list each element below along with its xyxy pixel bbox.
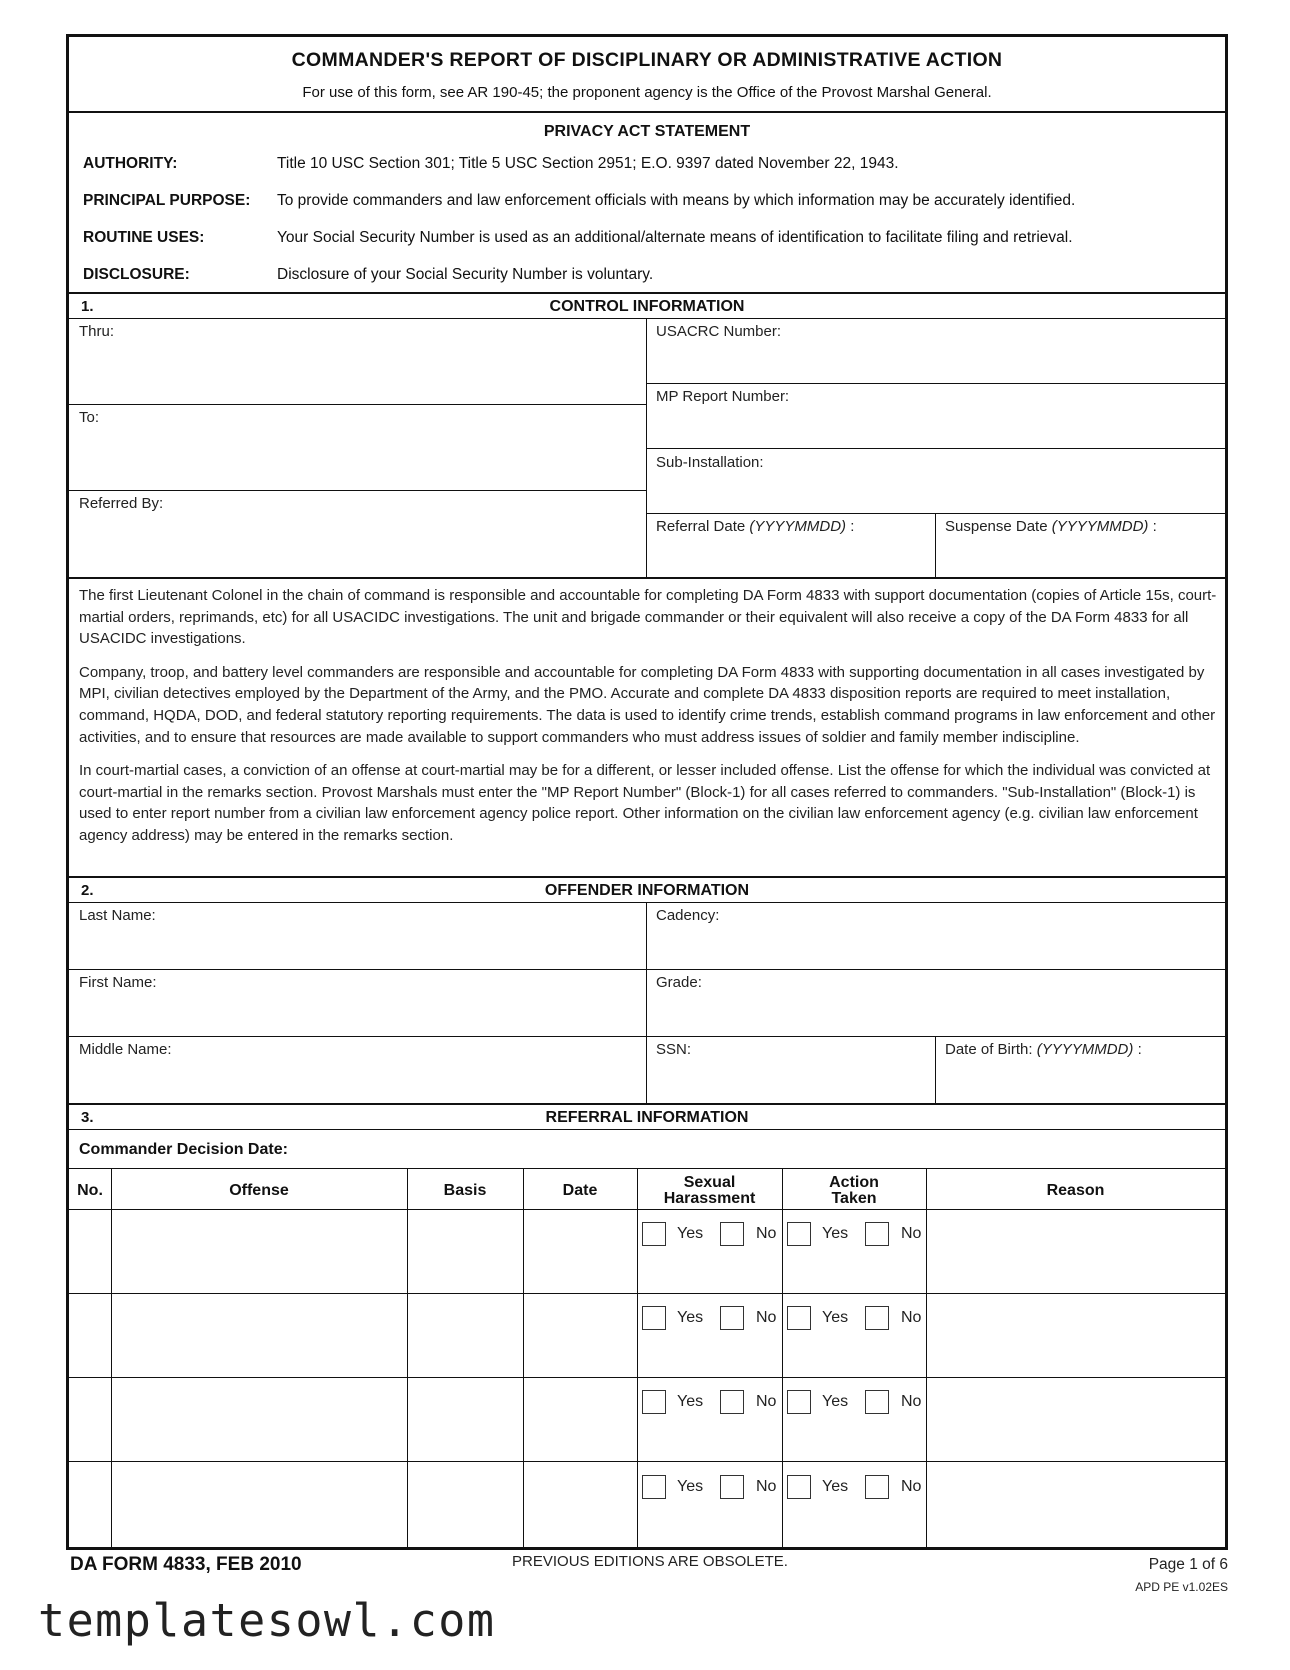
section-2-title: OFFENDER INFORMATION — [544, 882, 750, 899]
usacrc-number-field[interactable]: USACRC Number: — [656, 323, 782, 340]
commander-decision-date-field[interactable]: Commander Decision Date: — [79, 1141, 288, 1158]
section-2-number: 2. — [81, 882, 94, 899]
mp-report-number-field[interactable]: MP Report Number: — [656, 388, 790, 405]
checkbox-label: No — [901, 1309, 922, 1326]
checkbox-label: Yes — [677, 1393, 704, 1410]
sexual-harassment-no-checkbox[interactable] — [720, 1222, 744, 1246]
instruction-paragraph: Company, troop, and battery level commanders are responsible and accountable for completing DA Form 4833 with supporting documentation in all cases investigated by MPI, civilian detectives employed by the Department of the Army, and the PMO. Accurate and complete DA 4833 disposition reports are required to meet installation, command, HQDA, DOD, and federal statutory reporting requirements. The data is used to identify crime trends, establish command programs in law enforcement and other activities, and to ensure that resources are made available to support commanders who must address issues of soldier and family member indiscipline. — [79, 663, 1216, 746]
disclosure-value: Disclosure of your Social Security Number is voluntary. — [277, 266, 654, 283]
action-taken-yes-checkbox[interactable] — [787, 1306, 811, 1330]
divider — [111, 1168, 112, 1547]
divider — [637, 1168, 638, 1547]
divider — [69, 292, 1225, 294]
action-taken-yes-checkbox[interactable] — [787, 1222, 811, 1246]
form-id: DA FORM 4833, FEB 2010 — [70, 1554, 302, 1575]
obsolete-notice: PREVIOUS EDITIONS ARE OBSOLETE. — [512, 1553, 788, 1570]
action-taken-no-checkbox[interactable] — [865, 1222, 889, 1246]
checkbox-label: Yes — [677, 1309, 704, 1326]
col-header-line: Harassment — [663, 1190, 756, 1207]
colon: : — [850, 518, 855, 535]
checkbox-label: No — [756, 1225, 777, 1242]
divider — [646, 383, 1225, 384]
da-form-4833 — [66, 34, 1228, 1550]
checkbox-label: No — [901, 1225, 922, 1242]
divider — [926, 1168, 927, 1547]
date-format-hint: (YYYYMMDD) — [1051, 518, 1149, 535]
divider — [69, 111, 1225, 113]
checkbox-label: No — [901, 1393, 922, 1410]
divider — [69, 318, 1225, 319]
checkbox-label: Yes — [677, 1478, 704, 1495]
divider — [69, 577, 1225, 579]
divider — [69, 876, 1225, 878]
checkbox-label: Yes — [822, 1309, 849, 1326]
col-header-offense: Offense — [229, 1182, 289, 1199]
col-header-basis: Basis — [443, 1182, 487, 1199]
checkbox-label: Yes — [822, 1225, 849, 1242]
form-title: COMMANDER'S REPORT OF DISCIPLINARY OR ADMINISTRATIVE ACTION — [291, 49, 1003, 71]
referral-date-field[interactable] — [656, 518, 854, 535]
divider — [69, 1168, 1225, 1169]
divider — [646, 902, 647, 1103]
instruction-paragraph: The first Lieutenant Colonel in the chain of command is responsible and accountable for completing DA Form 4833 with support documentation (copies of Article 15s, court-martial orders, reprimands, etc) for all USACIDC investigations. The unit and brigade commander or their equivalent will also receive a copy of the DA Form 4833 for all USACIDC investigations. — [79, 587, 1217, 648]
divider — [69, 1377, 1225, 1378]
col-header-no: No. — [77, 1182, 103, 1199]
form-subtitle: For use of this form, see AR 190-45; the proponent agency is the Office of the Provost Marshal General. — [302, 84, 992, 101]
colon: : — [1137, 1041, 1142, 1058]
sexual-harassment-yes-checkbox[interactable] — [642, 1306, 666, 1330]
grade-field[interactable]: Grade: — [656, 974, 702, 991]
action-taken-no-checkbox[interactable] — [865, 1306, 889, 1330]
divider — [69, 1103, 1225, 1105]
apd-version: APD PE v1.02ES — [1135, 1580, 1228, 1594]
first-name-field[interactable]: First Name: — [79, 974, 157, 991]
to-field[interactable]: To: — [79, 409, 100, 426]
date-format-hint: (YYYYMMDD) — [749, 518, 847, 535]
col-header-date: Date — [562, 1182, 598, 1199]
divider — [69, 902, 1225, 903]
authority-label: AUTHORITY: — [83, 155, 178, 172]
sexual-harassment-yes-checkbox[interactable] — [642, 1390, 666, 1414]
section-3-title: REFERRAL INFORMATION — [545, 1109, 749, 1126]
date-format-hint: (YYYYMMDD) — [1036, 1041, 1134, 1058]
date-of-birth-field[interactable] — [945, 1041, 1142, 1058]
routine-uses-label: ROUTINE USES: — [83, 229, 205, 246]
section-1-number: 1. — [81, 298, 94, 315]
suspense-date-field[interactable] — [945, 518, 1157, 535]
section-1-title: CONTROL INFORMATION — [549, 298, 745, 315]
divider — [523, 1168, 524, 1547]
divider — [69, 969, 1225, 970]
colon: : — [1152, 518, 1157, 535]
checkbox-label: Yes — [822, 1478, 849, 1495]
divider — [935, 1036, 936, 1103]
cadency-field[interactable]: Cadency: — [656, 907, 720, 924]
authority-value: Title 10 USC Section 301; Title 5 USC Section 2951; E.O. 9397 dated November 22, 1943. — [277, 155, 899, 172]
divider — [69, 1293, 1225, 1294]
suspense-date-label: Suspense Date — [945, 518, 1048, 535]
principal-purpose-label: PRINCIPAL PURPOSE: — [83, 192, 251, 209]
divider — [69, 1129, 1225, 1130]
action-taken-no-checkbox[interactable] — [865, 1390, 889, 1414]
col-header-reason: Reason — [1046, 1182, 1105, 1199]
checkbox-label: Yes — [677, 1225, 704, 1242]
thru-field[interactable]: Thru: — [79, 323, 115, 340]
instructions — [79, 585, 1219, 859]
section-3-number: 3. — [81, 1109, 94, 1126]
routine-uses-value: Your Social Security Number is used as an additional/alternate means of identification to facilitate filing and retrieval. — [277, 229, 1073, 246]
referral-date-label: Referral Date — [656, 518, 746, 535]
principal-purpose-value: To provide commanders and law enforcement officials with means by which information may be accurately identified. — [277, 192, 1076, 209]
divider — [69, 1036, 1225, 1037]
watermark: templatesowl.com — [38, 1594, 496, 1647]
sexual-harassment-yes-checkbox[interactable] — [642, 1475, 666, 1499]
col-header-line: Taken — [831, 1190, 877, 1207]
divider — [69, 1461, 1225, 1462]
sexual-harassment-yes-checkbox[interactable] — [642, 1222, 666, 1246]
col-header-line: Sexual — [683, 1174, 736, 1191]
last-name-field[interactable]: Last Name: — [79, 907, 156, 924]
dob-label: Date of Birth: — [945, 1041, 1033, 1058]
sexual-harassment-no-checkbox[interactable] — [720, 1475, 744, 1499]
col-header-sexual-harassment — [637, 1175, 782, 1207]
disclosure-label: DISCLOSURE: — [83, 266, 190, 283]
checkbox-label: No — [901, 1478, 922, 1495]
checkbox-label: No — [756, 1478, 777, 1495]
privacy-act-heading: PRIVACY ACT STATEMENT — [543, 123, 751, 140]
divider — [935, 513, 936, 577]
middle-name-field[interactable]: Middle Name: — [79, 1041, 172, 1058]
divider — [407, 1168, 408, 1547]
checkbox-label: Yes — [822, 1393, 849, 1410]
ssn-field[interactable]: SSN: — [656, 1041, 692, 1058]
divider — [69, 404, 646, 405]
sexual-harassment-no-checkbox[interactable] — [720, 1306, 744, 1330]
divider — [69, 1209, 1225, 1210]
action-taken-yes-checkbox[interactable] — [787, 1475, 811, 1499]
sub-installation-field[interactable]: Sub-Installation: — [656, 454, 764, 471]
action-taken-no-checkbox[interactable] — [865, 1475, 889, 1499]
divider — [646, 448, 1225, 449]
referred-by-field[interactable]: Referred By: — [79, 495, 164, 512]
instruction-paragraph: In court-martial cases, a conviction of an offense at court-martial may be for a different, or lesser included offense. List the offense for which the individual was convicted at court-martial in the remarks section. Provost Marshals must enter the "MP Report Number" (Block-1) for all cases referred to commanders. "Sub-Installation" (Block-1) is used to enter report number from a civilian law enforcement agency police report. Other information on the civilian law enforcement agency (e.g. civilian law enforcement agency address) may be entered in the remarks section. — [79, 762, 1211, 844]
col-header-action-taken — [782, 1175, 926, 1207]
divider — [69, 490, 646, 491]
page-number: Page 1 of 6 — [1148, 1556, 1228, 1573]
divider — [782, 1168, 783, 1547]
col-header-line: Action — [829, 1174, 879, 1191]
checkbox-label: No — [756, 1393, 777, 1410]
sexual-harassment-no-checkbox[interactable] — [720, 1390, 744, 1414]
action-taken-yes-checkbox[interactable] — [787, 1390, 811, 1414]
checkbox-label: No — [756, 1309, 777, 1326]
